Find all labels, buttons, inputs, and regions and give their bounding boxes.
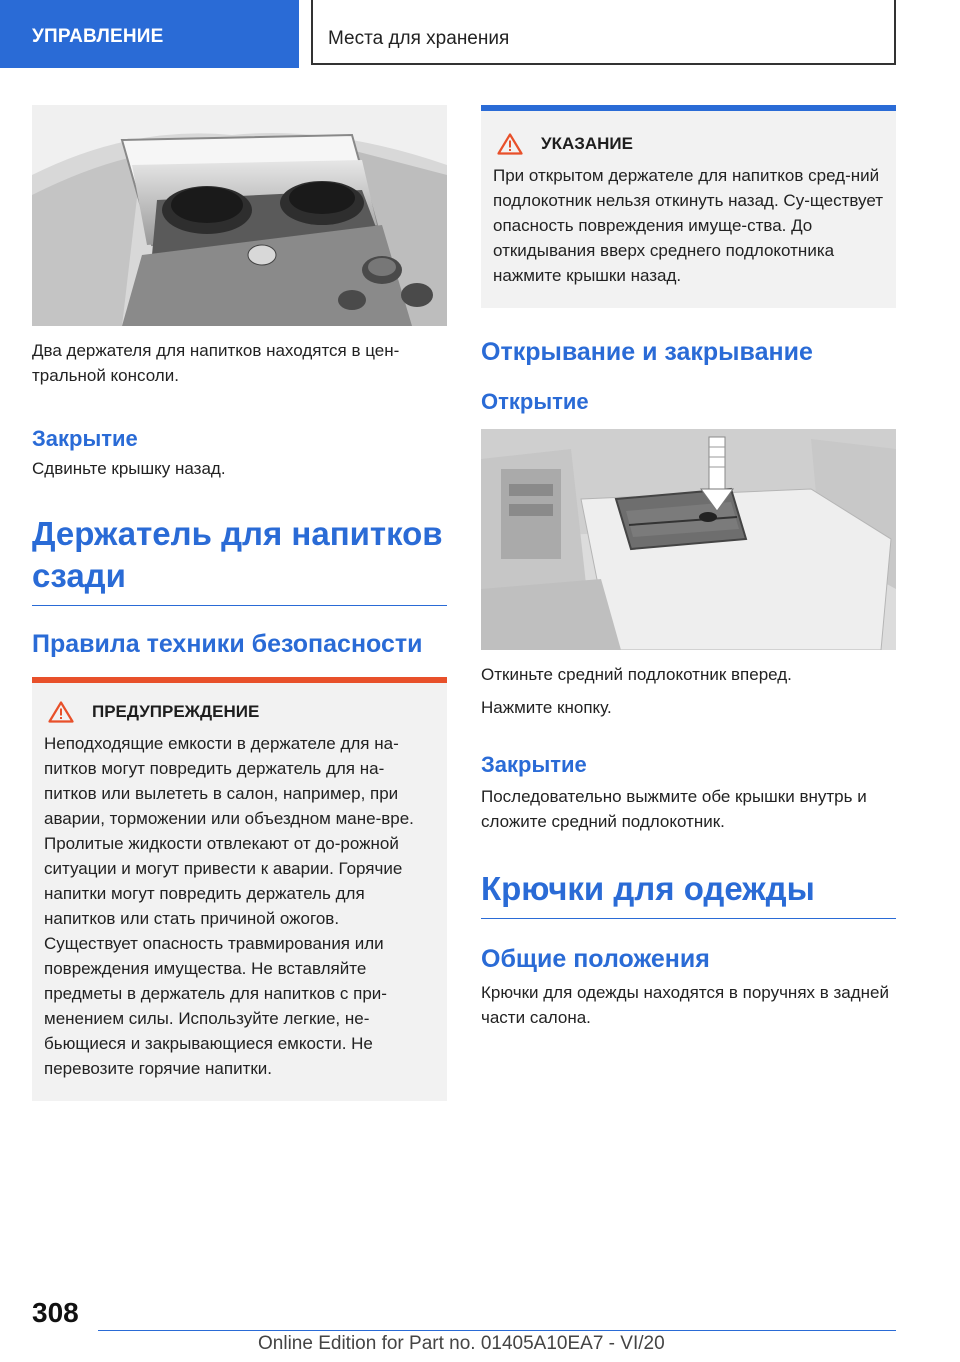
footer-rule [98, 1330, 896, 1331]
closing-text: Сдвиньте крышку назад. [32, 459, 226, 478]
right-column [481, 105, 896, 1030]
rear-cupholder-heading: Держатель для напитков сзади [32, 515, 443, 594]
closing-text-right: Последовательно выжмите обе крышки внутрь и сложите средний подлокотник. [481, 787, 867, 831]
safety-heading: Правила техники безопасности [32, 630, 423, 658]
clothes-hooks-heading: Крючки для одежды [481, 870, 815, 907]
section-divider [32, 605, 447, 606]
rear-armrest-photo [481, 429, 896, 650]
warning-header [44, 701, 435, 723]
general-text: Крючки для одежды находятся в поручнях в задней части салона. [481, 983, 890, 1027]
center-console-cupholder-photo [32, 105, 447, 326]
opening-step-2: Нажмите кнопку. [481, 698, 612, 717]
photo-caption: Два держателя для напитков находятся в цен-тральной консоли. [32, 341, 400, 385]
page-number: 308 [32, 1297, 79, 1328]
footer-edition: Online Edition for Part no. 01405A10EA7 - VI/20 [258, 1333, 665, 1354]
closing-heading-right: Закрытие [481, 752, 587, 777]
opening-step-1: Откиньте средний подлокотник вперед. [481, 665, 792, 684]
header-section-label: УПРАВЛЕНИЕ [0, 0, 299, 68]
header-chapter-title: Места для хранения [311, 0, 896, 65]
notice-header [493, 133, 884, 155]
warning-text: Неподходящие емкости в держателе для на-питков могут повредить держатель для на-питков или вылететь в салон, например, при аварии, торможении или объездном мане-вре. Пролитые жидкости отвлекают от до-рожной ситуации и могут привести к аварии. Горячие напитки могут повредить держатель для напитков или стать причиной ожогов. Существует опасность травмирования или повреждения имущества. Не вставляйте предметы в держатель для напитков с при-менением силы. Используйте легкие, не-бьющиеся и закрывающиеся емкости. Не перевозите горячие напитки. [44, 734, 414, 1078]
section-divider [481, 918, 896, 919]
notice-title: УКАЗАНИЕ [541, 134, 633, 153]
warning-triangle-icon [48, 701, 74, 723]
warning-box [32, 677, 447, 1101]
notice-box [481, 105, 896, 308]
warning-title: ПРЕДУПРЕЖДЕНИЕ [92, 702, 260, 721]
opening-heading: Открытие [481, 389, 589, 414]
notice-text: При открытом держателе для напитков сред-ний подлокотник нельзя откинуть назад. Су-ществует опасность повреждения имуще-ства. До откидывания вверх среднего подлокотника нажмите крышки назад. [493, 166, 884, 285]
open-close-heading: Открывание и закрывание [481, 338, 813, 366]
left-column [32, 105, 447, 1101]
closing-heading: Закрытие [32, 426, 138, 451]
general-heading: Общие положения [481, 945, 710, 973]
warning-triangle-icon [497, 133, 523, 155]
